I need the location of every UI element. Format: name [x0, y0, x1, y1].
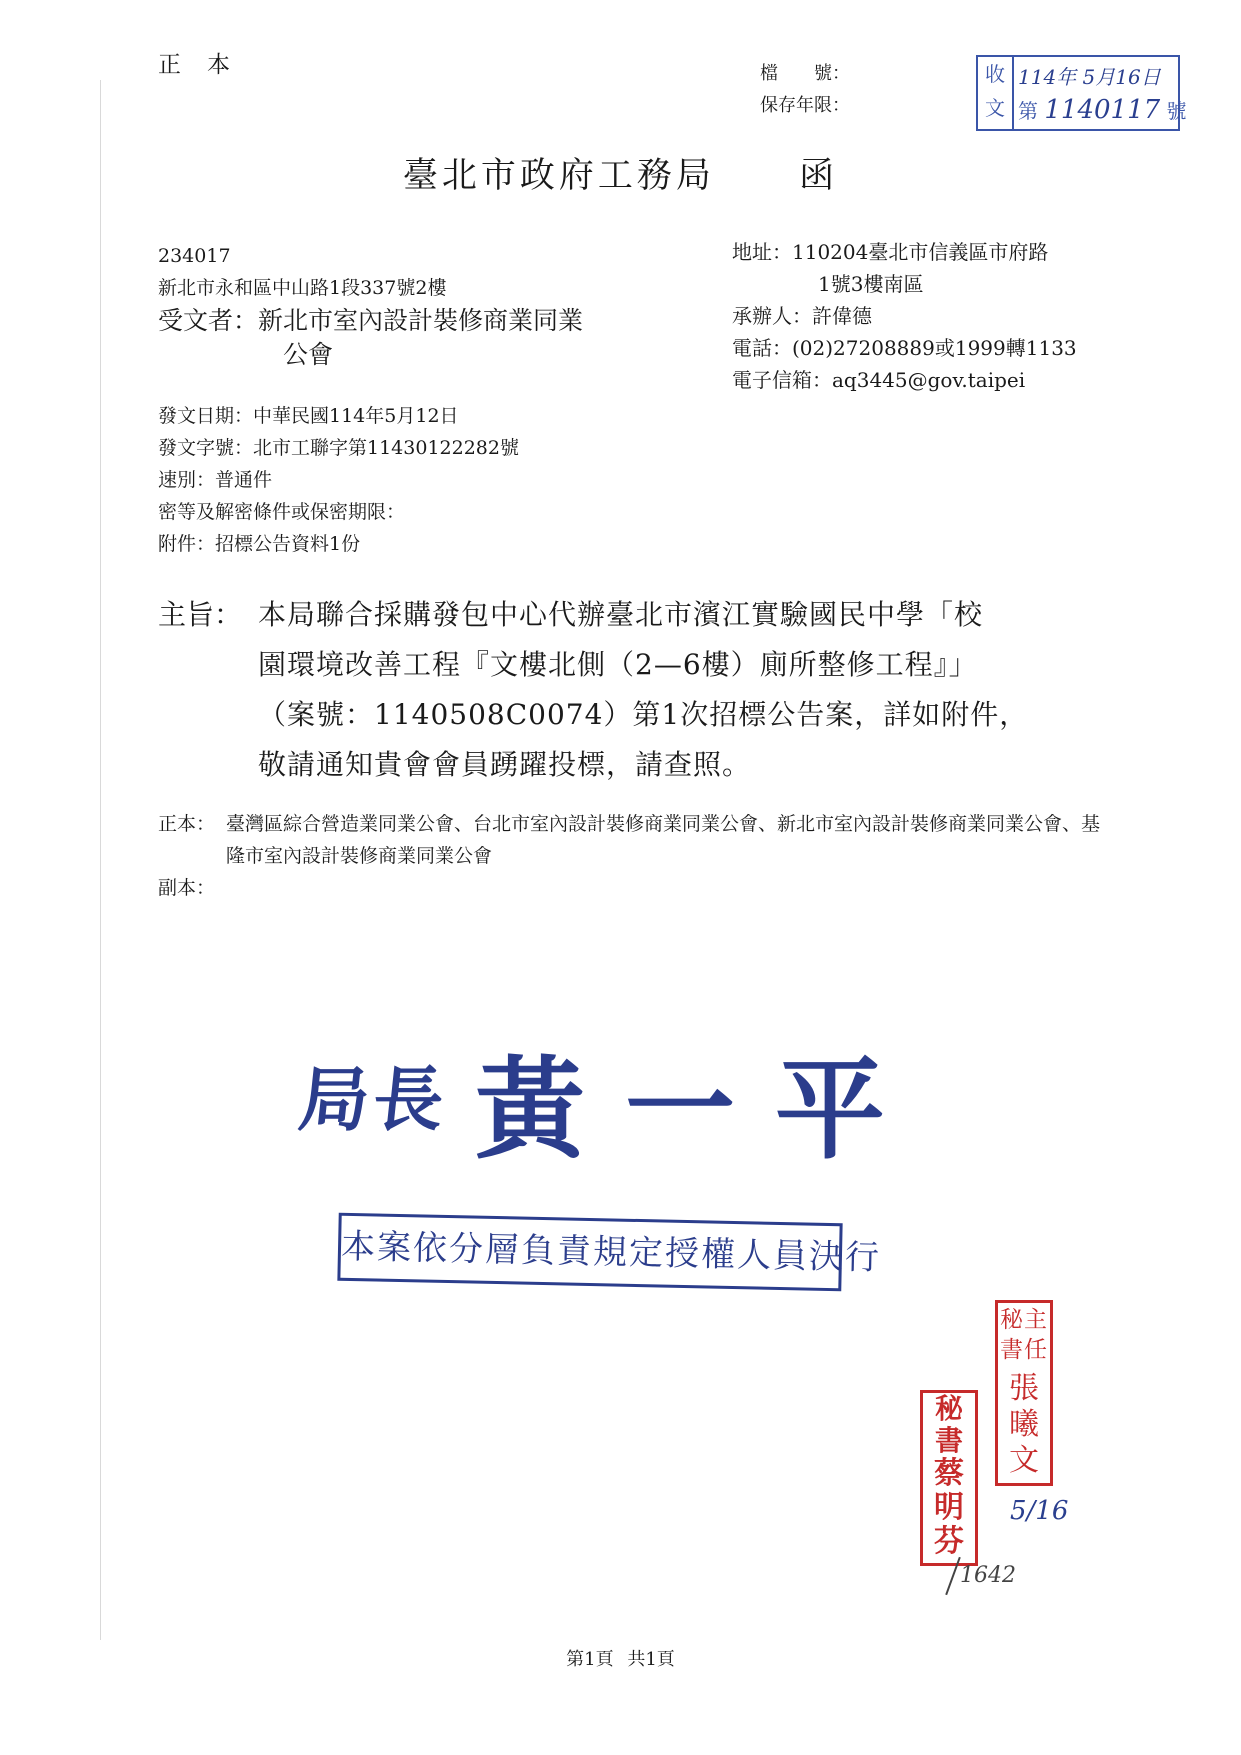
copy-type-label: 正本 — [158, 52, 256, 78]
sender-address-line1: 地址：110204臺北市信義區市府路 — [732, 240, 1049, 264]
recipient-address — [158, 240, 446, 304]
received-stamp — [976, 55, 1187, 131]
original-list: 臺灣區綜合營造業同業公會、台北市室內設計裝修商業同業公會、新北市室內設計裝修商業同業公會、基隆市室內設計裝修商業同業公會 — [226, 813, 1101, 867]
current-page: 第1頁 — [566, 1649, 614, 1670]
email: 電子信箱：aq3445@gov.taipei — [732, 368, 1026, 392]
page-title — [0, 148, 1241, 198]
authorization-stamp: 本案依分層負責規定授權人員決行 — [337, 1213, 842, 1292]
seal-secretary: 秘 書 蔡 明 芬 — [920, 1390, 978, 1566]
phone: 電話：(02)27208889或1999轉1133 — [732, 336, 1077, 360]
received-date: 114年 5月16日 — [1018, 65, 1161, 89]
recipient-block — [158, 304, 583, 372]
file-info — [760, 58, 850, 122]
recipient-name-cont: 公會 — [283, 340, 334, 369]
document-kind: 函 — [799, 156, 839, 196]
signature-title: 局長 — [295, 1058, 452, 1141]
document-meta — [158, 400, 519, 560]
received-stamp-label: 收 文 — [978, 57, 1014, 129]
signature — [295, 1022, 1000, 1174]
document-number: 發文字號：北市工聯字第11430122282號 — [158, 437, 519, 459]
received-number: 第 1140117 號 — [1018, 95, 1187, 125]
attachment: 附件：招標公告資料1份 — [158, 533, 361, 555]
secrecy: 密等及解密條件或保密期限： — [158, 501, 406, 523]
retention-label: 保存年限： — [760, 95, 850, 116]
copy-label: 副本： — [158, 877, 216, 899]
sender-address-line2: 1號3樓南區 — [818, 272, 924, 296]
handler: 承辦人：許偉德 — [732, 304, 872, 328]
page-number — [0, 1645, 1241, 1671]
subject-text: 本局聯合採購發包中心代辦臺北市濱江實驗國民中學「校 園環境改善工程『文樓北側（2—6樓）廁所整修工程』」 （案號：1140508C0074）第1次招標公告案，詳如附件， 敬請通知貴會會員踴躍投標，請查照。 — [258, 598, 1029, 781]
subject-block — [158, 590, 1118, 790]
margin-line — [100, 80, 101, 1640]
sender-contact — [732, 236, 1077, 396]
signature-name: 黃一平 — [475, 1045, 925, 1174]
agency-name: 臺北市政府工務局 — [402, 156, 715, 196]
seal-chief-secretary: 主 任 秘 書 張 曦 文 — [995, 1300, 1053, 1486]
file-number-label: 檔 號： — [760, 63, 850, 84]
recipient-label: 受文者： — [158, 306, 259, 335]
speed: 速別：普通件 — [158, 469, 273, 491]
original-label: 正本： — [158, 813, 216, 835]
issue-date: 發文日期：中華民國114年5月12日 — [158, 405, 459, 427]
total-pages: 共1頁 — [627, 1649, 675, 1670]
recipient-name: 新北市室內設計裝修商業同業 — [258, 306, 584, 335]
subject-label: 主旨： — [158, 598, 243, 631]
recipient-address-line: 新北市永和區中山路1段337號2樓 — [158, 277, 447, 299]
original-recipients — [158, 808, 1118, 872]
distribution-block — [158, 808, 1118, 904]
postal-code: 234017 — [158, 245, 231, 267]
handwritten-date: 5/16 — [1010, 1496, 1069, 1526]
handwritten-code: 1642 — [952, 1556, 1016, 1596]
